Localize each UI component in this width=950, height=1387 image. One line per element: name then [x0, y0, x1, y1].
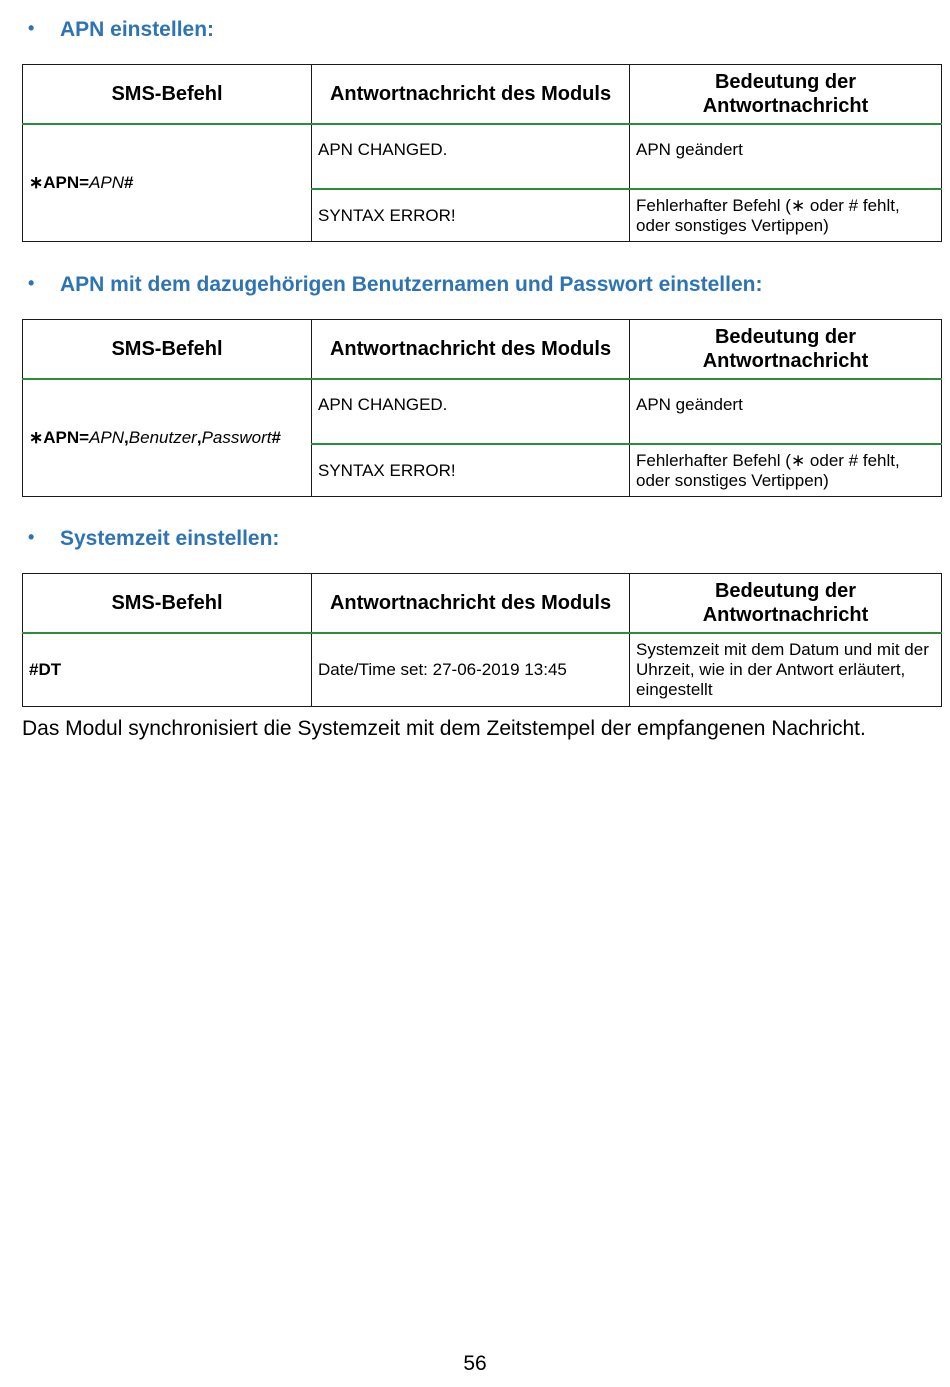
meaning-cell: Fehlerhafter Befehl (∗ oder # fehlt, oder sonstiges Vertippen): [630, 189, 942, 242]
section-heading-text: APN mit dem dazugehörigen Benutzernamen und Passwort einstellen:: [60, 273, 763, 296]
table-header-row: [23, 574, 942, 634]
meaning-cell: Fehlerhafter Befehl (∗ oder # fehlt, oder sonstiges Vertippen): [630, 444, 942, 497]
response-cell: SYNTAX ERROR!: [312, 189, 630, 242]
header-bedeutung: [630, 65, 942, 125]
apn-table: [22, 64, 942, 242]
bullet-icon: •: [28, 527, 35, 547]
header-bedeutung-line2: Antwortnachricht: [702, 95, 869, 117]
header-bedeutung-line1: Bedeutung der: [714, 71, 857, 93]
table-row: [23, 124, 942, 189]
command-arg: APN: [89, 173, 125, 192]
header-bedeutung: [630, 320, 942, 380]
header-bedeutung-line1: Bedeutung der: [714, 326, 857, 348]
command-prefix: ∗APN=: [29, 173, 90, 192]
header-bedeutung-line1: Bedeutung der: [714, 580, 857, 602]
command-arg-password: Passwort: [201, 428, 272, 447]
section-heading-apn: [28, 18, 214, 42]
section-heading-apn-credentials: [28, 273, 762, 297]
sync-note: Das Modul synchronisiert die Systemzeit mit dem Zeitstempel der empfangenen Nachricht.: [22, 717, 866, 740]
meaning-cell: Systemzeit mit dem Datum und mit der Uhrzeit, wie in der Antwort erläutert, eingestellt: [630, 633, 942, 707]
apn-credentials-table: [22, 319, 942, 497]
command-cell: [23, 124, 312, 242]
header-bedeutung: [630, 574, 942, 634]
header-bedeutung-line2: Antwortnachricht: [702, 604, 869, 626]
header-bedeutung-line2: Antwortnachricht: [702, 350, 869, 372]
header-sms-befehl: SMS-Befehl: [23, 574, 312, 634]
section-heading-text: Systemzeit einstellen:: [60, 527, 280, 550]
systemzeit-table: [22, 573, 942, 707]
meaning-cell: APN geändert: [630, 124, 942, 189]
table-header-row: [23, 320, 942, 380]
command-suffix: #: [271, 428, 281, 447]
header-sms-befehl: SMS-Befehl: [23, 65, 312, 125]
table-row: [23, 379, 942, 444]
table-header-row: [23, 65, 942, 125]
table-row: [23, 633, 942, 707]
response-cell: APN CHANGED.: [312, 379, 630, 444]
header-antwortnachricht: Antwortnachricht des Moduls: [312, 574, 630, 634]
bullet-icon: •: [28, 273, 35, 293]
meaning-cell: APN geändert: [630, 379, 942, 444]
page-number: 56: [463, 1352, 487, 1375]
command-arg-apn: APN: [89, 428, 125, 447]
command-arg-user: Benutzer: [128, 428, 197, 447]
command-separator: ,: [124, 428, 129, 447]
response-cell: SYNTAX ERROR!: [312, 444, 630, 497]
command-separator: ,: [196, 428, 202, 447]
bullet-icon: •: [28, 18, 35, 38]
section-heading-systemzeit: [28, 527, 279, 551]
header-antwortnachricht: Antwortnachricht des Moduls: [312, 320, 630, 380]
response-cell: APN CHANGED.: [312, 124, 630, 189]
response-cell: Date/Time set: 27-06-2019 13:45: [312, 633, 630, 707]
command-suffix: #: [124, 173, 134, 192]
command-prefix: ∗APN=: [29, 428, 90, 447]
section-heading-text: APN einstellen:: [60, 18, 215, 41]
command-cell: [23, 379, 312, 497]
header-sms-befehl: SMS-Befehl: [23, 320, 312, 380]
header-antwortnachricht: Antwortnachricht des Moduls: [312, 65, 630, 125]
command-cell: #DT: [23, 633, 312, 707]
